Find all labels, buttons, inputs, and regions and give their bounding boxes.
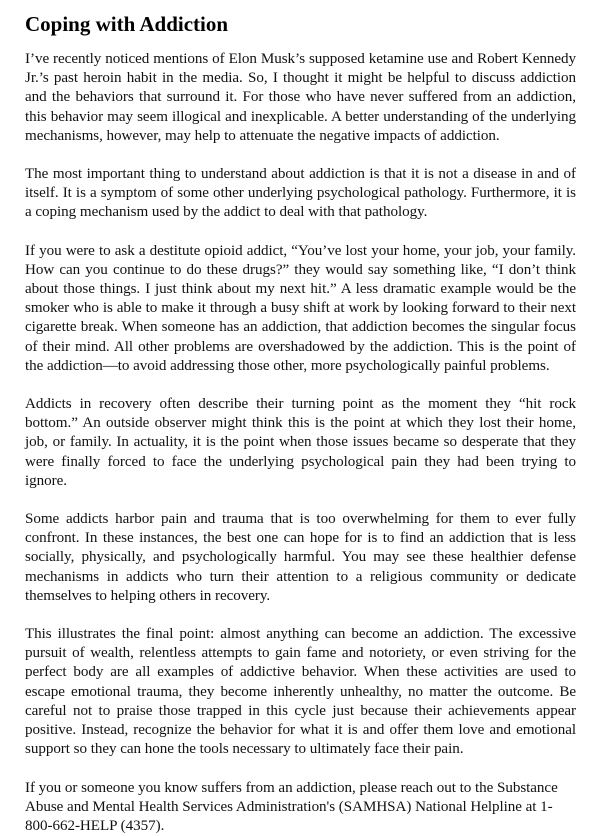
paragraph-not-a-disease: The most important thing to understand about addiction is that it is not a disease in and of itself. It is a symptom of some other underlying psychological pathology. Furthermore, it is a coping mechanism used by the addict to deal with that pathology. bbox=[25, 165, 576, 223]
paragraph-opioid-example: If you were to ask a destitute opioid addict, “You’ve lost your home, your job, your family. How can you continue to do these drugs?” they would say something like, “I don’t think about those things. I just think about my next hit.” A less dramatic example would be the smoker who is able to make it through a busy shift at work by looking forward to their next cigarette break. When someone has an addiction, that addiction becomes the singular focus of their mind. All other problems are overshadowed by the addiction. This is the point of the addiction—to avoid addressing those other, more psychologically painful problems. bbox=[25, 242, 576, 376]
paragraph-intro: I’ve recently noticed mentions of Elon Musk’s supposed ketamine use and Robert Kennedy Jr.’s past heroin habit in the media. So, I thought it might be helpful to discuss addiction and the behaviors that surround it. For those who have never suffered from an addiction, this behavior may seem illogical and inexplicable. A better understanding of the underlying mechanisms, however, may help to attenuate the negative impacts of addiction. bbox=[25, 50, 576, 146]
document-title: Coping with Addiction bbox=[25, 12, 576, 36]
paragraph-final-point: This illustrates the final point: almost anything can become an addiction. The excessive pursuit of wealth, relentless attempts to gain fame and notoriety, or even striving for the perfect body are all examples of addictive behavior. When these activities are used to escape emotional trauma, they become inherently unhealthy, no matter the outcome. Be careful not to praise those trapped in this cycle just because their achievements appear positive. Instead, recognize the behavior for what it is and offer them love and emotional support so they can hone the tools necessary to ultimately face their pain. bbox=[25, 625, 576, 759]
paragraph-helpline: If you or someone you know suffers from an addiction, please reach out to the Substance Abuse and Mental Health Services Administration's (SAMHSA) National Helpline at 1-800-662-HELP (4357). bbox=[25, 779, 576, 836]
paragraph-rock-bottom: Addicts in recovery often describe their turning point as the moment they “hit rock bottom.” An outside observer might think this is the point at which they lost their home, job, or family. In actuality, it is the point when those issues became so desperate that they were finally forced to face the underlying psychological pain they had been trying to ignore. bbox=[25, 395, 576, 491]
paragraph-healthier-addictions: Some addicts harbor pain and trauma that is too overwhelming for them to ever fully confront. In these instances, the best one can hope for is to find an addiction that is less socially, physically, and psychologically harmful. You may see these healthier defense mechanisms in addicts who turn their attention to a religious community or dedicate themselves to helping others in recovery. bbox=[25, 510, 576, 606]
